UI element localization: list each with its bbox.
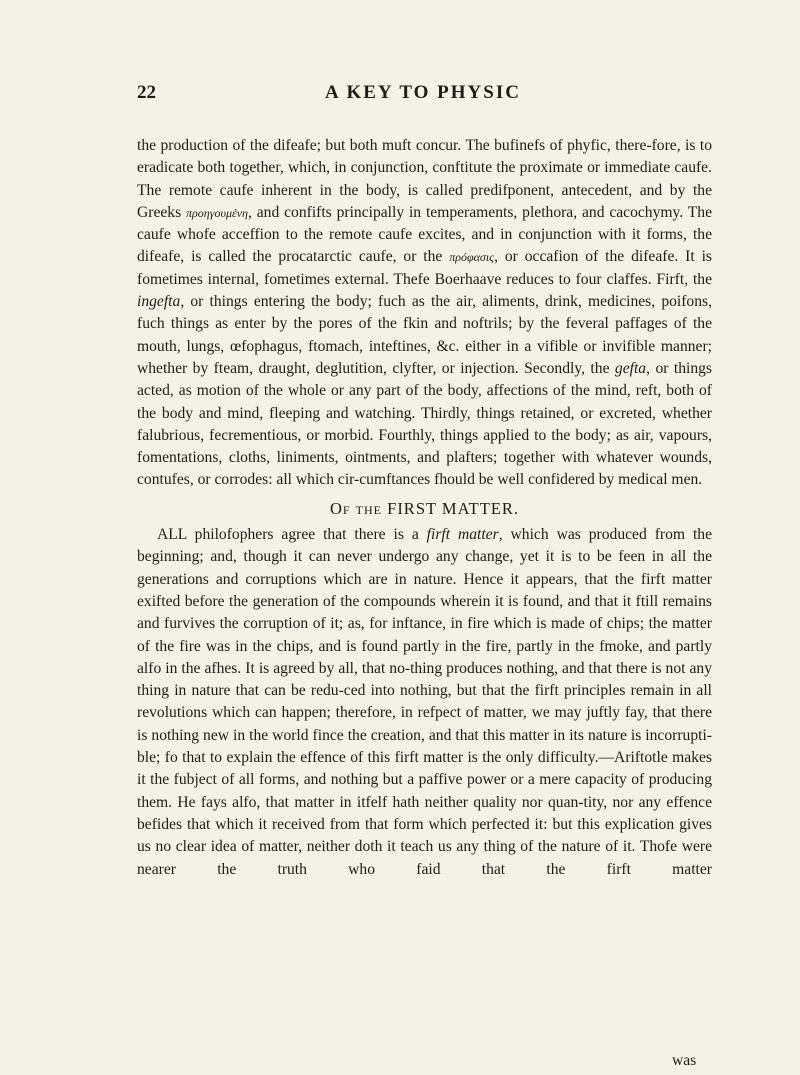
paragraph-causes-part-3: , or occafion of the difeafe. It is fometimes internal, fometimes external. Thefe Boerhaave reduces to four claffes. Firft, the (137, 248, 712, 288)
paragraph-causes-part-1: the production of the difeafe; but both muft concur. The bufinefs of phyfic, there-fore, is to eradicate both together, which, in conjunction, conftitute the proximate or immediate caufe. The remote caufe inherent in the body, is called predifponent, antecedent, and by the Greeks (137, 137, 712, 221)
page-number: 22 (137, 82, 156, 103)
paragraph-first-matter-part-2: , which was produced from the beginning; and, though it can never undergo any change, yet it is to be feen in all the generations and corruptions which are in nature. Hence it appears, that the firft matter exifted before the generation of the compounds wherein it is found, and that it ftill remains and furvives the corruption of it; as, for inftance, in fire which is made of chips; the matter of the fire was in the chips, and is found partly in the fire, partly in the fmoke, and partly alfo in the afhes. It is agreed by all, that no-thing produces nothing, and that there is not any thing in nature that can be redu-ced into nothing, but that the firft principles remain in all revolutions which can happen; therefore, in refpect of matter, we may juftly fay, that there is nothing new in the world fince the creation, and that this matter in its nature is incorrupti-ble; fo that to explain the effence of this firft matter is the only difficulty.—Ariftotle makes it the fubject of all forms, and nothing but a paffive power or a mere capacity of producing them. He fays alfo, that matter in itfelf hath neither quality nor quan-tity, nor any effence befides that which it received from that form which perfected it: but this explication gives us no clear idea of matter, neither doth it teach us any thing of the nature of it. Thofe were nearer the truth who faid that the firft matter (137, 526, 712, 878)
paragraph-causes-part-4: , or things entering the body; fuch as the air, aliments, drink, medicines, poifons, fuch things as enter by the pores of the fkin and noftrils; by the feveral paffages of the mouth, lungs, œfophagus, ftomach, inteftines, &c. either in a vifible or invifible manner; whether by fteam, draught, deglutition, clyfter, or injection. Secondly, the (137, 293, 712, 377)
section-heading-main: FIRST MATTER. (387, 498, 520, 518)
greek-word-proegoumene: προηγουμένη (186, 205, 249, 220)
paragraph-first-matter-part-1: ALL philofophers agree that there is a (157, 526, 427, 544)
term-gesta: gefta (614, 359, 647, 377)
paragraph-causes-part-2: , and confifts principally in temperaments, plethora, and cacochymy. The caufe whofe acceffion to the remote caufe excites, and in conjunction with it forms, the difeafe, is called the procatarctic caufe, or the (137, 203, 713, 266)
term-ingesta: ingefta (137, 293, 181, 311)
running-head-title: A KEY TO PHYSIC (325, 82, 521, 103)
paragraph-causes (137, 135, 712, 492)
section-heading-prefix: Of the (329, 498, 383, 518)
catchword: was (672, 1052, 697, 1069)
greek-word-prophasis: πρόφασις (449, 250, 495, 265)
term-first-matter: firft matter (426, 526, 499, 544)
section-heading (137, 498, 712, 520)
body-text (137, 135, 712, 881)
paragraph-first-matter (137, 524, 712, 881)
paragraph-causes-part-5: , or things acted, as motion of the whole or any part of the body, affections of the mind, reft, both of the body and mind, fleeping and watching. Thirdly, things retained, or excreted, whether falubrious, fecrementious, or morbid. Fourthly, things applied to the body; as air, vapours, fomentations, cloths, liniments, ointments, and plafters; together with whatever wounds, contufes, or corrodes: all which cir-cumftances fhould be well confidered by medical men. (137, 359, 712, 489)
running-head (137, 82, 709, 112)
